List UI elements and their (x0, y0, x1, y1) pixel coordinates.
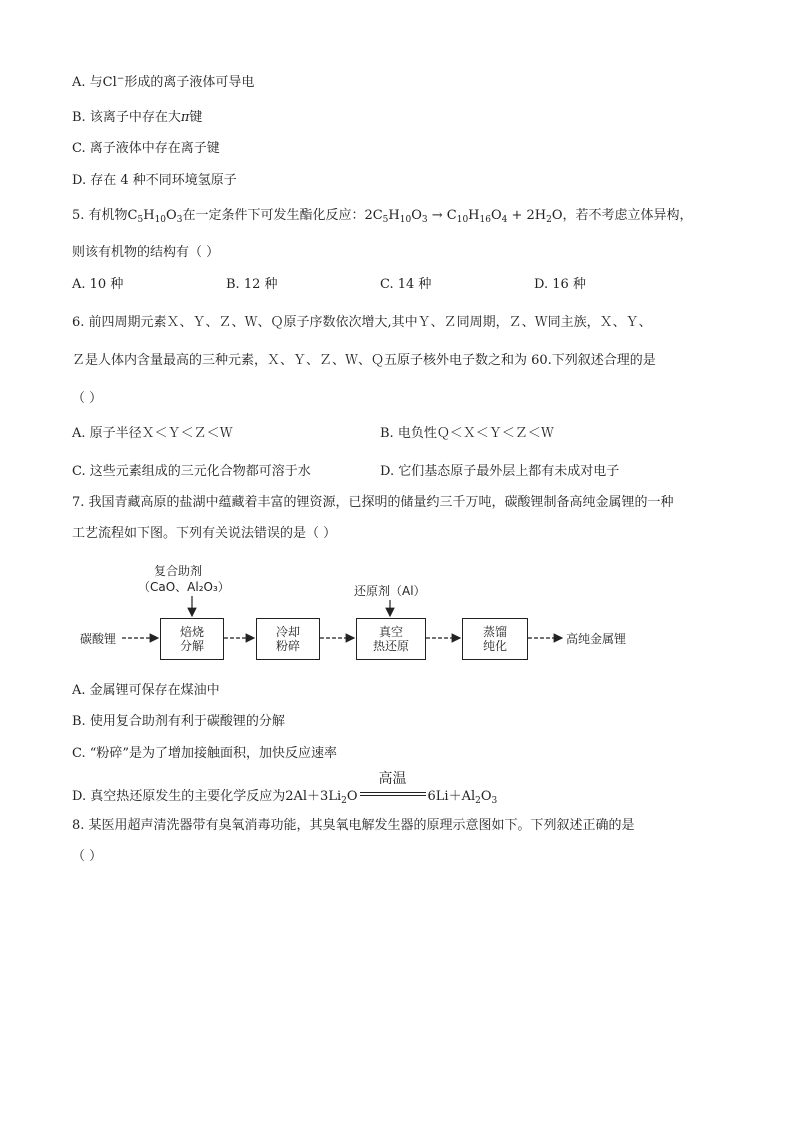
q4-option-a-post: 形成的离子液体可导电 (124, 75, 255, 90)
step2-line2: 粉碎 (275, 639, 300, 653)
q7-option-a: A. 金属锂可保存在煤油中 (72, 683, 220, 698)
step1-line1: 焙烧 (179, 625, 204, 639)
q5-stem-post: ，若不考虑立体异构， (562, 208, 693, 223)
q5-option-c: C. 14 种 (380, 277, 432, 292)
flow-start-label: 碳酸锂 (80, 632, 117, 646)
q4-option-a-pre: A. 与 (72, 75, 103, 90)
q7-option-d-pre: D. 真空热还原发生的主要化学反应为 (72, 789, 286, 804)
q6-option-b: B. 电负性Ｑ＜Ｘ＜Ｙ＜Ｚ＜Ｗ (380, 426, 554, 441)
step4-line1: 蒸馏 (482, 625, 507, 639)
pi-symbol: π (180, 110, 190, 125)
reducer-label: 还原剂（Al） (354, 584, 426, 598)
q6-stem-line1: 6. 前四周期元素Ｘ、Ｙ、Ｚ、Ｗ、Ｑ原子序数依次增大,其中Ｙ、Ｚ同周期，Ｚ、Ｗ同主族，Ｘ、Ｙ、 (72, 315, 652, 330)
q6-option-c: C. 这些元素组成的三元化合物都可溶于水 (72, 464, 311, 479)
q5-stem-mid: 在一定条件下可发生酯化反应： (182, 208, 365, 223)
aid-formula: （CaO、Al₂O₃） (138, 580, 230, 594)
flow-arrows (72, 562, 732, 672)
ion-charge: − (116, 74, 125, 84)
q7-stem-line2: 工艺流程如下图。下列有关说法错误的是（ ） (72, 526, 337, 541)
q7-stem-line1: 7. 我国青藏高原的盐湖中蕴藏着丰富的锂资源，已探明的储量约三千万吨，碳酸锂制备高纯金属锂的一种 (72, 495, 674, 510)
q8-stem-line2: （ ） (72, 849, 103, 864)
step2-line1: 冷却 (275, 625, 300, 639)
q4-option-b-post: 键 (189, 110, 203, 125)
process-flow-diagram (72, 562, 732, 672)
q5-number: 5. 有机物 (72, 208, 128, 223)
q5-option-a: A. 10 种 (72, 277, 124, 292)
q4-option-c: C. 离子液体中存在离子键 (72, 141, 220, 156)
q4-option-b-pre: B. 该离子中存在大 (72, 110, 181, 125)
q5-option-b: B. 12 种 (226, 277, 278, 292)
flow-end-label: 高纯金属锂 (566, 632, 627, 646)
q4-option-d: D. 存在 4 种不同环境氢原子 (72, 173, 237, 188)
q4-option-a (72, 74, 254, 92)
reaction-condition-label: 高温 (378, 771, 407, 787)
chloride-ion: Cl (102, 75, 117, 90)
q5-stem-line2: 则该有机物的结构有（ ） (72, 245, 220, 260)
q6-stem-line2: Ｚ是人体内含量最高的三种元素，Ｘ、Ｙ、Ｚ、Ｗ、Ｑ五原子核外电子数之和为 60.下列叙述合理的是 (72, 353, 656, 368)
q7-option-b: B. 使用复合助剂有利于碳酸锂的分解 (72, 714, 285, 729)
q7-option-d (72, 771, 498, 806)
q5-formula: $C_5H_{10}O_3$ (127, 208, 183, 225)
reaction-condition-bar (360, 771, 426, 800)
q6-stem-line3: （ ） (72, 391, 103, 406)
q7-option-c: C. “粉碎”是为了增加接触面积，加快反应速率 (72, 746, 338, 761)
step1-line2: 分解 (179, 639, 204, 653)
q5-stem-line1 (72, 207, 693, 225)
q8-stem-line1: 8. 某医用超声清洗器带有臭氧消毒功能，其臭氧电解发生器的原理示意图如下。下列叙述正确的是 (72, 818, 635, 833)
step3-line2: 热还原 (372, 639, 409, 653)
step4-line2: 纯化 (482, 639, 507, 653)
q5-option-d: D. 16 种 (534, 277, 586, 292)
q6-option-d: D. 它们基态原子最外层上都有未成对电子 (380, 464, 620, 479)
step3-line1: 真空 (378, 625, 403, 639)
q7-equation: $2Al+3Li_2O$ 高温 $6Li+Al_2O_3$ (285, 771, 498, 806)
q5-equation: $2C_5H_{10}O_3 \to C_{10}H_{16}O_4 + 2H_2O$ (364, 208, 563, 225)
aid-label: 复合助剂 (154, 564, 203, 578)
q4-option-b (72, 109, 202, 127)
q6-option-a: A. 原子半径Ｘ＜Ｙ＜Ｚ＜Ｗ (72, 426, 233, 441)
